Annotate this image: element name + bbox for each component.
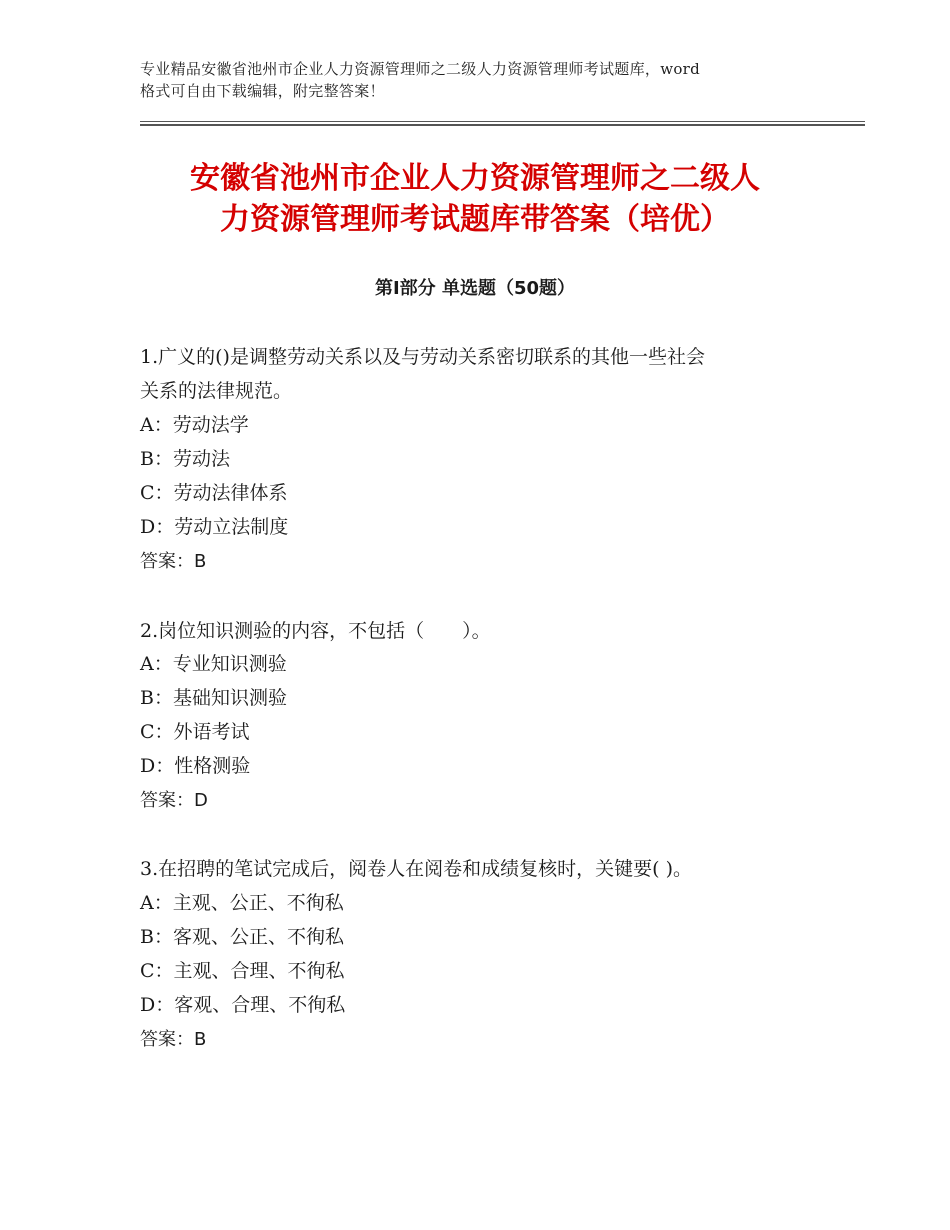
question-3-stem-line-1: 3.在招聘的笔试完成后，阅卷人在阅卷和成绩复核时，关键要( )。 <box>140 858 692 880</box>
question-1-stem-line-1: 1.广义的()是调整劳动关系以及与劳动关系密切联系的其他一些社会 <box>140 346 705 368</box>
question-3-option-b: B：客观、公正、不徇私 <box>140 926 344 948</box>
question-3-option-c: C：主观、合理、不徇私 <box>140 960 345 982</box>
header-line-2: 格式可自由下载编辑，附完整答案！ <box>140 82 385 100</box>
question-1-answer: 答案：B <box>140 551 207 572</box>
question-2-option-c: C：外语考试 <box>140 721 250 743</box>
section-heading: 第Ⅰ部分 单选题（50题） <box>374 278 575 299</box>
question-3-option-d: D：客观、合理、不徇私 <box>140 994 346 1016</box>
question-2-option-a: A：专业知识测验 <box>140 653 287 675</box>
question-2-answer: 答案：D <box>140 790 208 811</box>
document-header-note <box>140 58 830 102</box>
header-divider-thick <box>140 124 865 126</box>
header-line-1: 专业精品安徽省池州市企业人力资源管理师之二级人力资源管理师考试题库，word <box>140 60 701 78</box>
document-title <box>100 158 850 240</box>
question-2-option-b: B：基础知识测验 <box>140 687 287 709</box>
question-1-stem-line-2: 关系的法律规范。 <box>140 380 293 402</box>
title-line-2: 力资源管理师考试题库带答案（培优） <box>220 202 730 237</box>
question-1-option-b: B：劳动法 <box>140 448 230 470</box>
question-2-stem-line-1: 2.岗位知识测验的内容，不包括（ ）。 <box>140 620 491 642</box>
question-2-option-d: D：性格测验 <box>140 755 251 777</box>
question-3-option-a: A：主观、公正、不徇私 <box>140 892 344 914</box>
question-3-answer: 答案：B <box>140 1029 207 1050</box>
question-1-option-a: A：劳动法学 <box>140 414 249 436</box>
question-1-option-c: C：劳动法律体系 <box>140 482 288 504</box>
header-divider-thin <box>140 121 865 122</box>
question-1-option-d: D：劳动立法制度 <box>140 516 289 538</box>
title-line-1: 安徽省池州市企业人力资源管理师之二级人 <box>190 161 760 196</box>
